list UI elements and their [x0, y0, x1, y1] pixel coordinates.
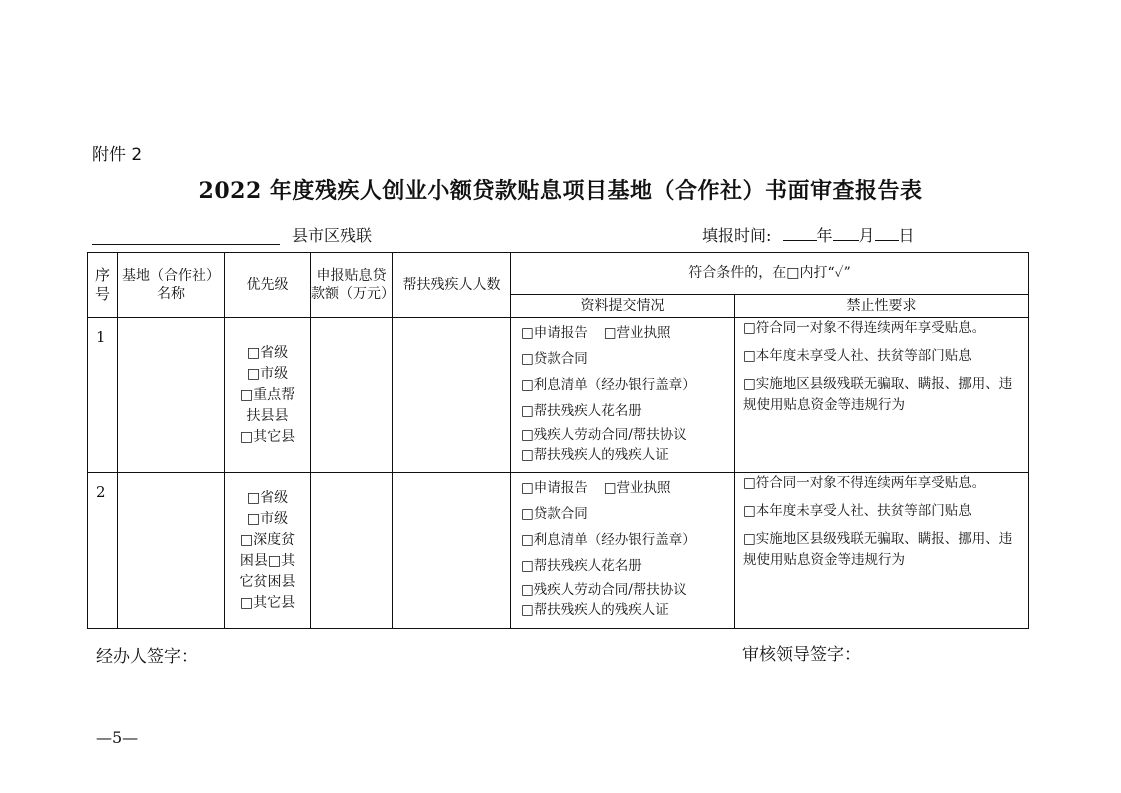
month-blank: [833, 226, 859, 241]
checkbox-interest-statement[interactable]: □利息清单（经办银行盖章）: [521, 377, 696, 393]
checkbox-interest-statement[interactable]: □利息清单（经办银行盖章）: [521, 532, 696, 548]
checkbox-loan-contract[interactable]: □贷款合同: [521, 351, 588, 367]
base-name-cell[interactable]: [118, 318, 225, 473]
page-number: —5—: [96, 728, 139, 747]
header-count: 帮扶残疾人人数: [393, 253, 511, 318]
checkbox-roster[interactable]: □帮扶残疾人花名册: [521, 403, 642, 419]
priority-option[interactable]: □深度贫: [239, 531, 296, 548]
count-cell[interactable]: [393, 318, 511, 473]
annex-label: 附件 2: [92, 145, 143, 165]
year-label: 年: [816, 226, 833, 245]
checkbox-prohibition[interactable]: □实施地区县级残联无骗取、瞒报、挪用、违规使用贴息资金等违规行为: [743, 530, 1013, 568]
priority-option[interactable]: □省级: [246, 489, 289, 506]
materials-cell: [511, 473, 735, 629]
priority-option-cont: 扶县县: [246, 407, 289, 424]
header-row-1: [88, 253, 1029, 295]
fill-time-label: 填报时间:: [702, 226, 772, 245]
materials-cell: [511, 318, 735, 473]
county-label: 县市区残联: [292, 226, 373, 245]
county-blank-line: [92, 244, 280, 245]
month-label: 月: [858, 226, 875, 245]
checkbox-business-license[interactable]: □营业执照: [603, 480, 671, 496]
base-name-cell[interactable]: [118, 473, 225, 629]
priority-option[interactable]: □省级: [246, 344, 289, 361]
table-row: [88, 318, 1029, 473]
checkbox-application-report[interactable]: □申请报告: [521, 480, 588, 496]
priority-option[interactable]: □市级: [246, 365, 289, 382]
checkbox-disability-cert[interactable]: □帮扶残疾人的残疾人证: [521, 602, 669, 618]
checkbox-disability-cert[interactable]: □帮扶残疾人的残疾人证: [521, 447, 669, 463]
priority-option[interactable]: □其它县: [239, 428, 296, 445]
table-row: [88, 473, 1029, 629]
checkbox-roster[interactable]: □帮扶残疾人花名册: [521, 558, 642, 574]
priority-option[interactable]: □重点帮: [239, 386, 296, 403]
header-seq: 序号: [88, 253, 118, 318]
header-prohibitions: 禁止性要求: [735, 295, 1029, 318]
header-base-name: 基地（合作社）名称: [118, 253, 225, 318]
leader-signature-label: 审核领导签字：: [742, 645, 861, 665]
day-blank: [875, 226, 899, 241]
amount-cell[interactable]: [311, 473, 393, 629]
review-table: [87, 252, 1029, 629]
checkbox-application-report[interactable]: □申请报告: [521, 325, 588, 341]
row-seq: 1: [88, 318, 118, 473]
header-conditions: 符合条件的，在□内打“✓”: [511, 253, 1029, 295]
checkbox-prohibition[interactable]: □符合同一对象不得连续两年享受贴息。: [743, 320, 986, 336]
checkbox-labor-contract[interactable]: □残疾人劳动合同/帮扶协议: [521, 582, 687, 598]
amount-cell[interactable]: [311, 318, 393, 473]
year-blank: [783, 226, 817, 241]
checkbox-prohibition[interactable]: □本年度未享受人社、扶贫等部门贴息: [743, 502, 972, 519]
header-materials: 资料提交情况: [511, 295, 735, 318]
row-seq: 2: [88, 473, 118, 629]
handler-signature-label: 经办人签字：: [96, 647, 198, 667]
priority-cell: [225, 318, 311, 473]
prohibitions-cell: [735, 473, 1029, 629]
header-priority: 优先级: [225, 253, 311, 318]
checkbox-prohibition[interactable]: □实施地区县级残联无骗取、瞒报、挪用、违规使用贴息资金等违规行为: [743, 375, 1013, 413]
checkbox-loan-contract[interactable]: □贷款合同: [521, 506, 588, 522]
checkbox-labor-contract[interactable]: □残疾人劳动合同/帮扶协议: [521, 427, 687, 443]
checkbox-prohibition[interactable]: □符合同一对象不得连续两年享受贴息。: [743, 475, 986, 491]
checkbox-business-license[interactable]: □营业执照: [603, 325, 671, 341]
header-amount: 申报贴息贷款额（万元）: [311, 253, 393, 318]
prohibitions-cell: [735, 318, 1029, 473]
priority-option[interactable]: □市级: [246, 510, 289, 527]
count-cell[interactable]: [393, 473, 511, 629]
page-title: 2022 年度残疾人创业小额贷款贴息项目基地（合作社）书面审查报告表: [198, 178, 923, 204]
priority-option-cont: 它贫困县: [239, 573, 296, 590]
day-label: 日: [898, 226, 915, 245]
priority-option[interactable]: □其它县: [239, 594, 296, 611]
checkbox-prohibition[interactable]: □本年度未享受人社、扶贫等部门贴息: [743, 347, 972, 364]
priority-option-cont: 困县□其: [239, 552, 296, 569]
priority-cell: [225, 473, 311, 629]
fill-time: [702, 223, 915, 246]
